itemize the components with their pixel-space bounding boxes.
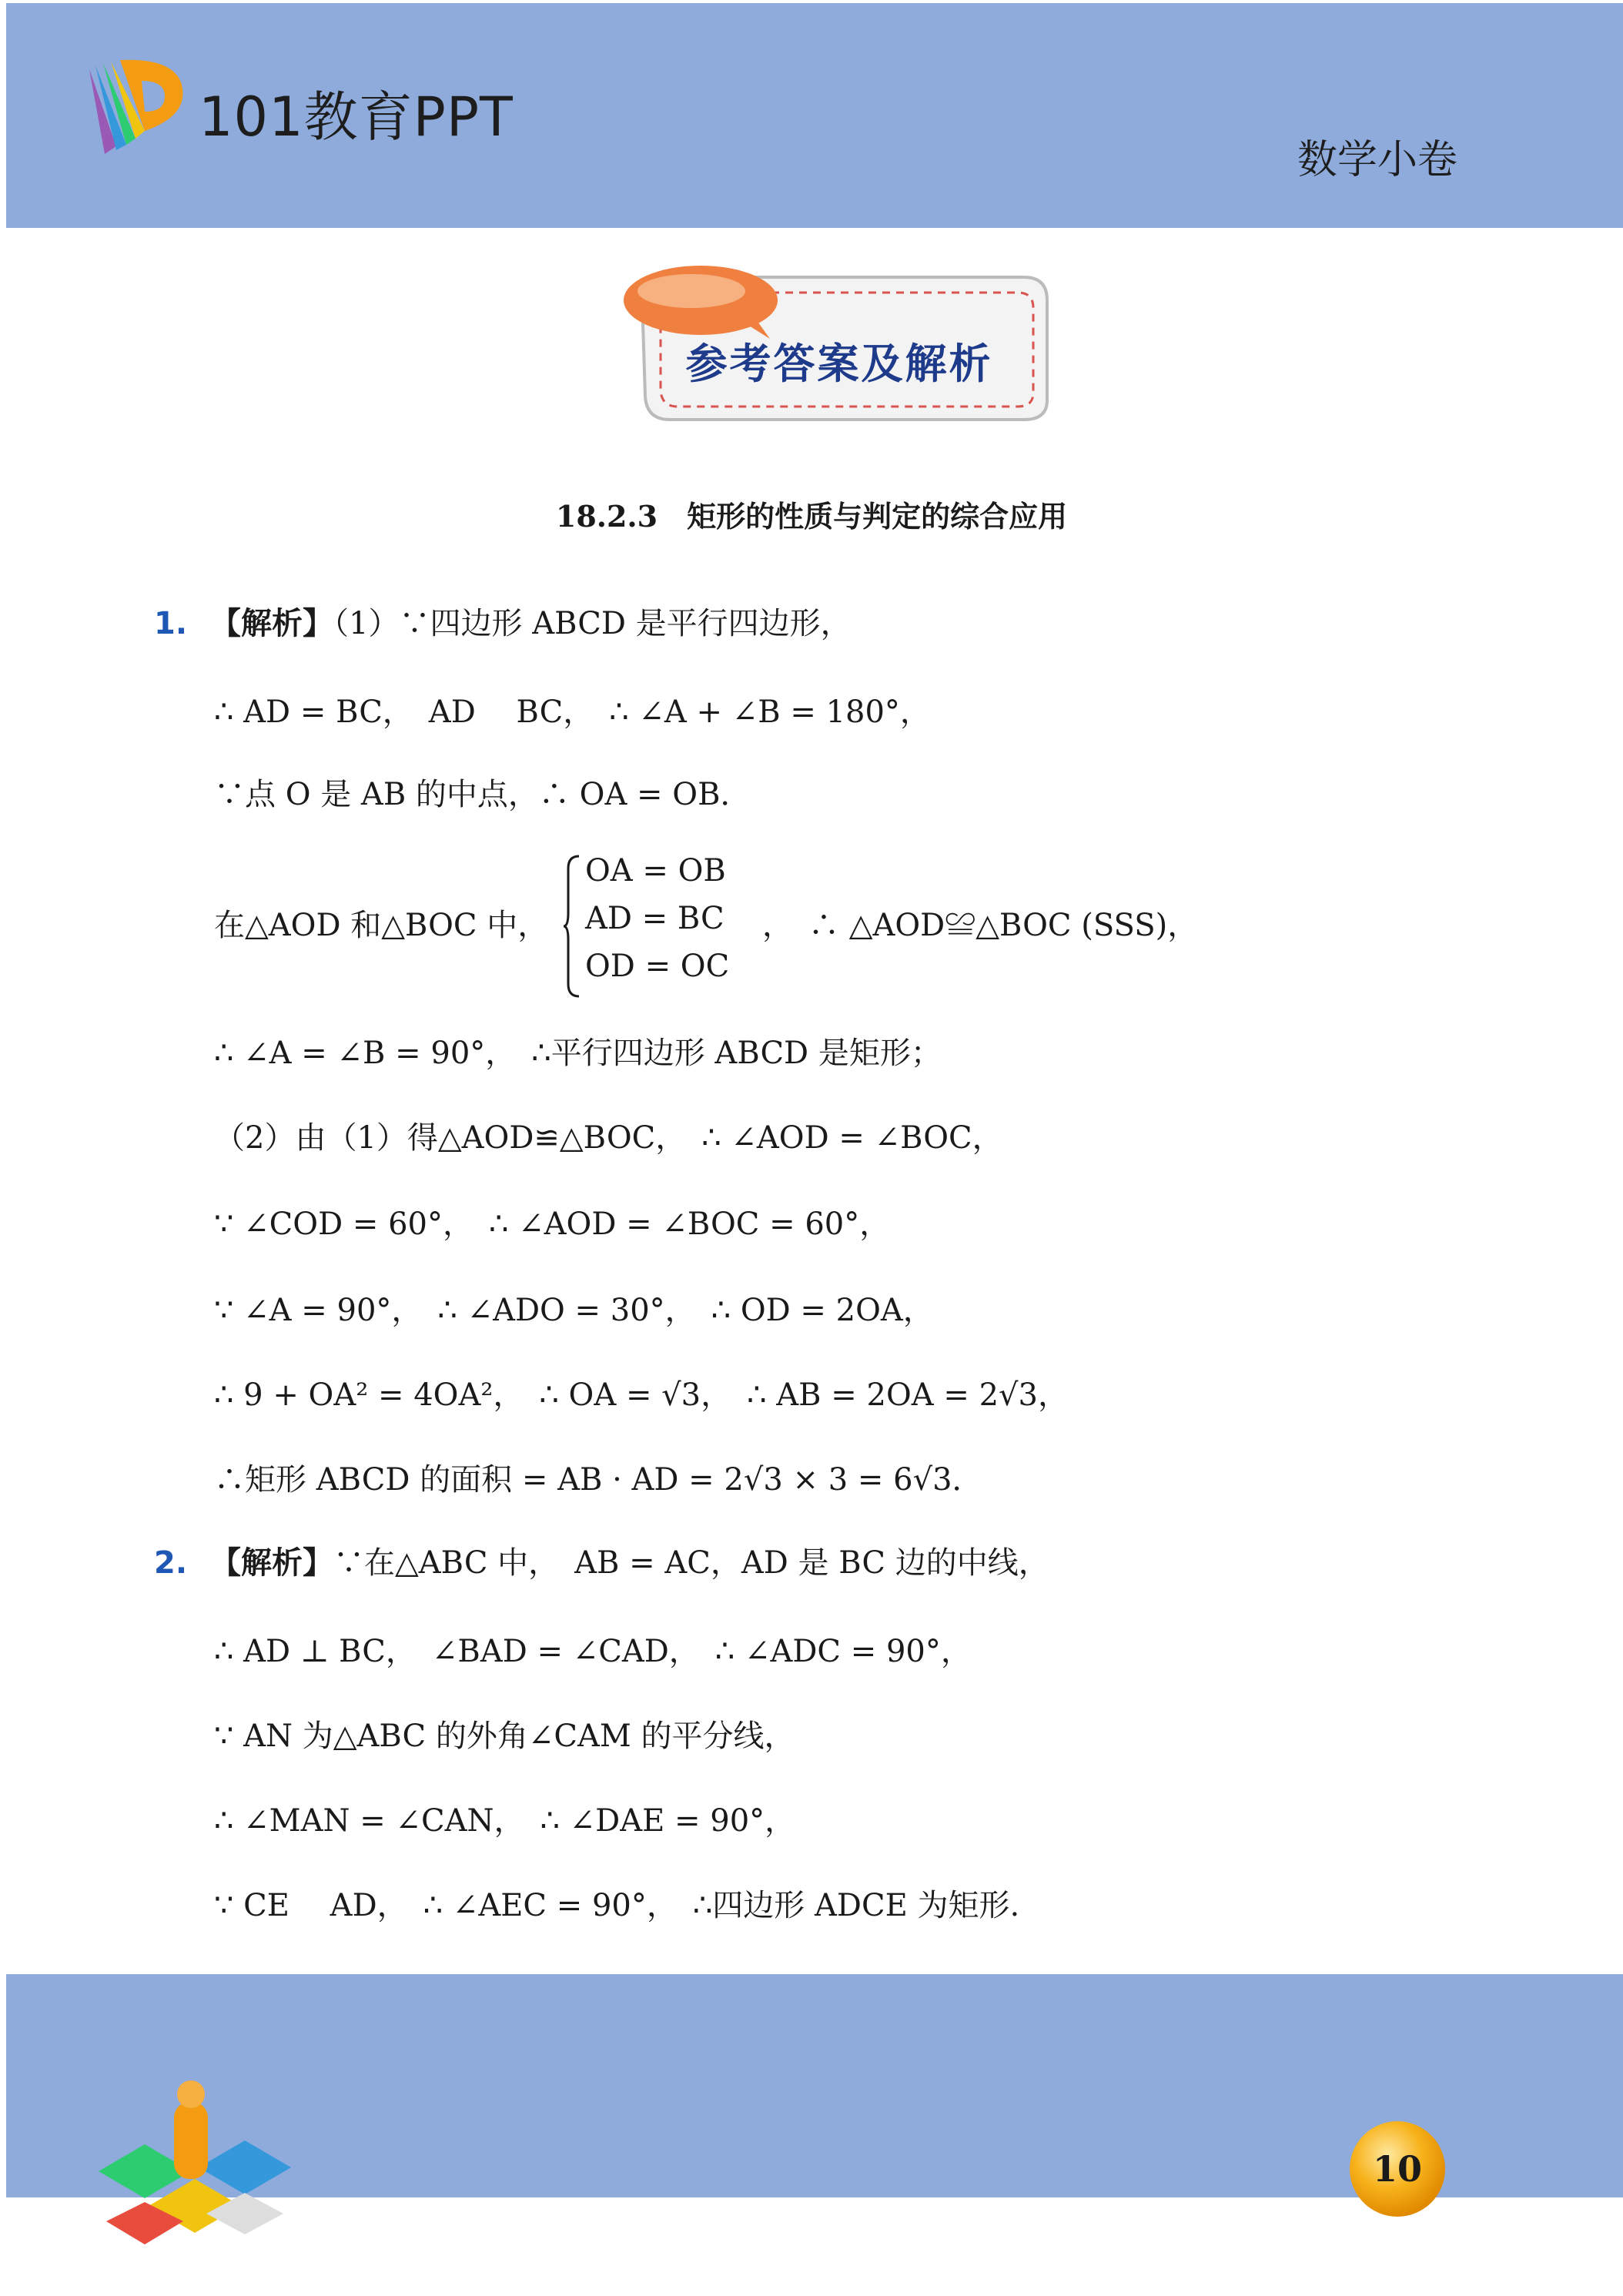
- q1-line: ∴ ∠A = ∠B = 90°， ∴平行四边形 ABCD 是矩形；: [214, 1036, 942, 1071]
- puzzle-figure-icon: [91, 2079, 299, 2256]
- system-row: AD = BC: [585, 901, 724, 936]
- subject-label: 数学小卷: [1297, 137, 1458, 183]
- q1-tag: 【解析】: [210, 605, 334, 641]
- system-row: OA = OB: [585, 853, 726, 889]
- q2-tag: 【解析】: [210, 1545, 334, 1581]
- section-title: 18.2.3 矩形的性质与判定的综合应用: [555, 499, 1068, 534]
- q1-line: ∴ AD = BC， AD BC， ∴ ∠A + ∠B = 180°，: [214, 694, 931, 730]
- q1-line: （1）∵四边形 ABCD 是平行四边形，: [333, 606, 852, 641]
- q1-header: [154, 605, 852, 641]
- page-number: 10: [1372, 2148, 1422, 2190]
- logo-icon: [74, 54, 189, 158]
- q1-line: ∴ 9 + OA² = 4OA²， ∴ OA = √3， ∴ AB = 2OA = 2√3，: [214, 1377, 1069, 1413]
- q2-header: [154, 1545, 1049, 1581]
- q2-line: ∴ AD ⊥ BC， ∠BAD = ∠CAD， ∴ ∠ADC = 90°，: [214, 1634, 972, 1669]
- q2-line: ∵在△ABC 中， AB = AC，AD 是 BC 边的中线，: [333, 1545, 1049, 1581]
- q1-line: ∵点 O 是 AB 的中点，∴ OA = OB．: [214, 777, 751, 812]
- q2-line: ∵ CE AD， ∴ ∠AEC = 90°， ∴四边形 ADCE 为矩形.: [214, 1888, 1020, 1923]
- q1-line: ∵ ∠A = 90°， ∴ ∠ADO = 30°， ∴ OD = 2OA，: [214, 1293, 934, 1328]
- q1-line: ∵ ∠COD = 60°， ∴ ∠AOD = ∠BOC = 60°，: [214, 1207, 891, 1242]
- page-title: 参考答案及解析: [685, 340, 993, 388]
- brace-icon: [562, 853, 582, 999]
- q1-line: （2）由（1）得△AOD≌△BOC， ∴ ∠AOD = ∠BOC，: [214, 1120, 1003, 1156]
- q1-number: 1.: [154, 606, 188, 641]
- system-conclusion: ， ∴ △AOD≌△BOC (SSS)，: [762, 908, 1199, 943]
- q2-number: 2.: [154, 1545, 188, 1581]
- logo-text: 101教育PPT: [199, 85, 514, 149]
- q2-line: ∴ ∠MAN = ∠CAN， ∴ ∠DAE = 90°，: [214, 1803, 796, 1839]
- q1-line: ∴矩形 ABCD 的面积 = AB · AD = 2√3 × 3 = 6√3．: [214, 1462, 983, 1498]
- system-row: OD = OC: [585, 949, 730, 984]
- system-label: 在△AOD 和△BOC 中，: [214, 908, 549, 943]
- q2-line: ∵ AN 为△ABC 的外角∠CAM 的平分线，: [214, 1719, 795, 1754]
